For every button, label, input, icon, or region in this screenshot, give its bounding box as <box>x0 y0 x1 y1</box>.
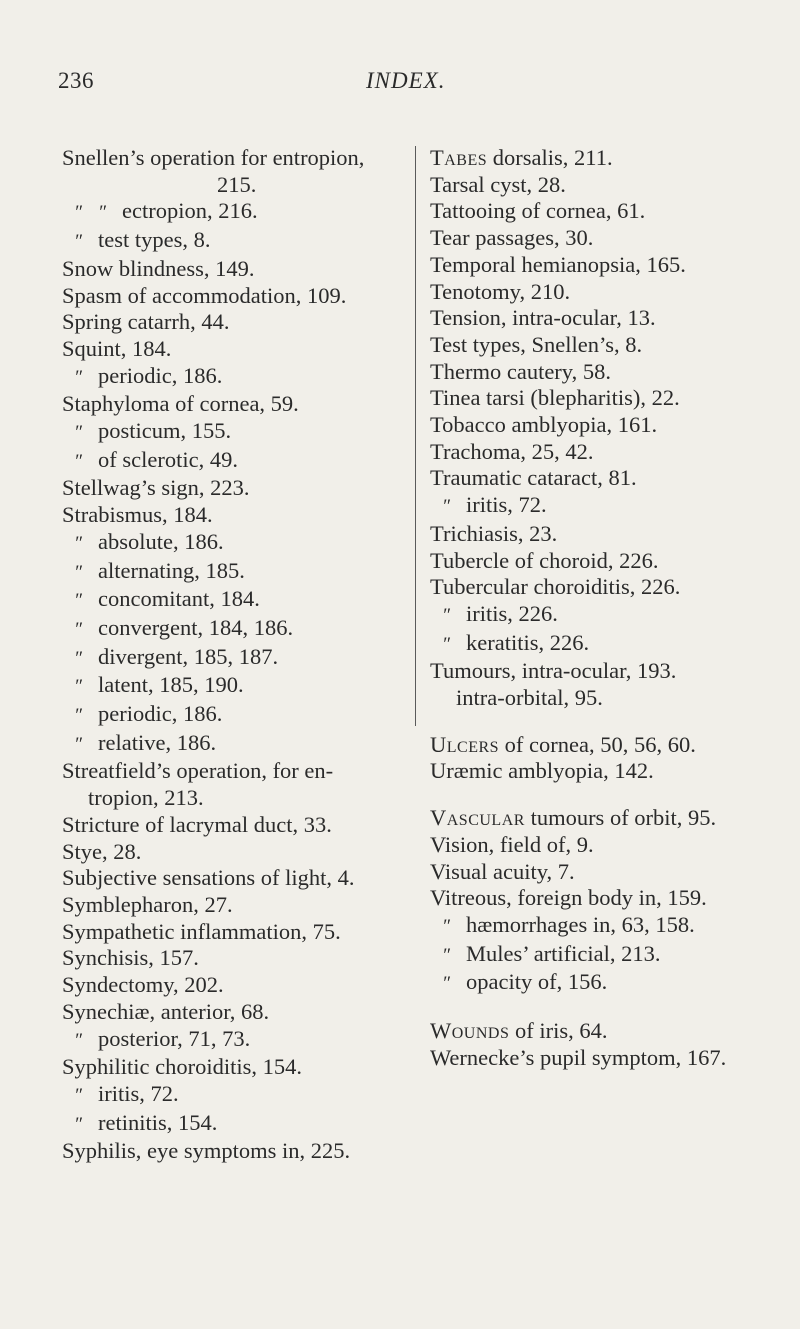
index-entry: Uræmic amblyopia, 142. <box>430 758 654 784</box>
ditto-mark: ″ <box>442 973 450 995</box>
index-column-right <box>430 145 790 1072</box>
index-subentry <box>62 1026 412 1055</box>
subentry-text: test types, 8. <box>98 227 211 253</box>
index-entry: Temporal hemianopsia, 165. <box>430 251 686 277</box>
index-entry: Tension, intra-ocular, 13. <box>430 305 656 331</box>
index-entry <box>430 1018 790 1045</box>
index-entry <box>430 805 790 832</box>
index-entry: Trichiasis, 23. <box>430 520 558 546</box>
ditto-mark: ″ <box>74 231 82 253</box>
subentry-text: retinitis, 154. <box>98 1109 218 1135</box>
index-entry: Traumatic cataract, 81. <box>430 465 637 491</box>
index-entry: Staphyloma of cornea, 59. <box>62 391 299 417</box>
index-entry: Tobacco amblyopia, 161. <box>430 412 658 438</box>
section-initial-word: Ulcers <box>430 731 500 757</box>
ditto-mark: ″ <box>74 561 82 583</box>
section-gap <box>430 712 790 732</box>
section-initial-word: Wounds <box>430 1018 510 1044</box>
section-initial-word: Tabes <box>430 145 488 170</box>
ditto-mark: ″ <box>442 944 450 966</box>
index-entry: Stricture of lacrymal duct, 33. <box>62 811 332 837</box>
subentry-text: periodic, 186. <box>98 701 223 727</box>
section-gap <box>430 998 790 1018</box>
index-subentry <box>430 492 790 521</box>
section-gap <box>430 785 790 805</box>
ditto-mark: ″ <box>74 705 82 727</box>
index-subentry <box>62 1081 412 1110</box>
index-entry <box>430 732 790 759</box>
ditto-mark: ″ <box>98 202 106 224</box>
ditto-mark: ″ <box>442 604 450 626</box>
ditto-mark: ″ <box>74 590 82 612</box>
index-entry: Trachoma, 25, 42. <box>430 438 594 464</box>
index-entry: Syndectomy, 202. <box>62 972 224 998</box>
subentry-text: absolute, 186. <box>98 528 224 554</box>
subentry-text: alternating, 185. <box>98 557 245 583</box>
ditto-mark: ″ <box>74 1029 82 1051</box>
index-subentry <box>62 730 412 759</box>
entry-text: tumours of orbit, 95. <box>524 805 717 831</box>
index-subentry <box>62 198 412 227</box>
ditto-mark: ″ <box>74 202 82 224</box>
subentry-text: iritis, 226. <box>466 600 558 626</box>
index-subentry <box>62 586 412 615</box>
ditto-mark: ″ <box>74 733 82 755</box>
index-entry: Synchisis, 157. <box>62 945 199 971</box>
index-subentry <box>62 227 412 256</box>
index-subentry <box>62 701 412 730</box>
subentry-text: convergent, 184, 186. <box>98 614 294 640</box>
subentry-text: Mules’ artificial, 213. <box>466 940 661 966</box>
index-entry: Vitreous, foreign body in, 159. <box>430 885 707 911</box>
subentry-text: iritis, 72. <box>98 1080 179 1106</box>
ditto-mark: ″ <box>442 633 450 655</box>
ditto-mark: ″ <box>74 450 82 472</box>
subentry-text: hæmorrhages in, 63, 158. <box>466 911 695 937</box>
index-entry: Tinea tarsi (blepharitis), 22. <box>430 385 680 411</box>
index-subentry <box>62 363 412 392</box>
subentry-text: of sclerotic, 49. <box>98 446 238 472</box>
entry-text: of cornea, 50, 56, 60. <box>499 731 696 757</box>
index-entry: Wernecke’s pupil symptom, 167. <box>430 1044 727 1070</box>
index-entry: Synechiæ, anterior, 68. <box>62 998 270 1024</box>
index-subentry <box>62 644 412 673</box>
section-initial-word: Vascular <box>430 805 525 831</box>
ditto-mark: ″ <box>74 422 82 444</box>
index-entry: Symblepharon, 27. <box>62 891 233 917</box>
index-entry: Syphilis, eye symptoms in, 225. <box>62 1138 351 1164</box>
index-subentry <box>62 529 412 558</box>
subentry-text: periodic, 186. <box>98 362 223 388</box>
column-divider <box>415 146 416 726</box>
index-entry: Subjective sensations of light, 4. <box>62 865 355 891</box>
index-entry: Tear passages, 30. <box>430 225 594 251</box>
index-subentry <box>62 615 412 644</box>
index-subentry <box>62 672 412 701</box>
index-subentry <box>430 912 790 941</box>
subentry-text: opacity of, 156. <box>466 969 608 995</box>
index-entry <box>430 145 790 172</box>
index-entry: Tarsal cyst, 28. <box>430 171 566 197</box>
subentry-text: iritis, 72. <box>466 492 547 518</box>
index-entry: Snow blindness, 149. <box>62 255 255 281</box>
index-entry: Sympathetic inflammation, 75. <box>62 918 341 944</box>
index-subentry <box>62 1110 412 1139</box>
index-entry: Visual acuity, 7. <box>430 858 575 884</box>
index-entry: 215. <box>217 171 257 197</box>
ditto-mark: ″ <box>74 618 82 640</box>
ditto-mark: ″ <box>74 676 82 698</box>
ditto-mark: ″ <box>74 1113 82 1135</box>
index-entry: Tenotomy, 210. <box>430 278 571 304</box>
index-subentry <box>62 447 412 476</box>
index-subentry <box>430 941 790 970</box>
index-entry: Snellen’s operation for entropion, <box>62 145 365 170</box>
index-entry: Stellwag’s sign, 223. <box>62 475 250 501</box>
index-entry: Stye, 28. <box>62 838 142 864</box>
index-entry: Thermo cautery, 58. <box>430 358 611 384</box>
index-entry-continuation: tropion, 213. <box>88 785 204 811</box>
index-entry: Tubercular choroiditis, 226. <box>430 574 681 600</box>
ditto-mark: ″ <box>442 915 450 937</box>
index-entry-continuation: intra-orbital, 95. <box>456 685 603 711</box>
subentry-text: concomitant, 184. <box>98 586 260 612</box>
ditto-mark: ″ <box>74 366 82 388</box>
index-entry: Spring catarrh, 44. <box>62 309 230 335</box>
index-entry: Tattooing of cornea, 61. <box>430 198 646 224</box>
ditto-mark: ″ <box>74 532 82 554</box>
subentry-text: relative, 186. <box>98 729 217 755</box>
ditto-mark: ″ <box>442 496 450 518</box>
index-entry: Tubercle of choroid, 226. <box>430 547 659 573</box>
index-entry: Spasm of accommodation, 109. <box>62 282 347 308</box>
index-entry: Test types, Snellen’s, 8. <box>430 331 643 357</box>
index-entry: Tumours, intra-ocular, 193. <box>430 658 677 684</box>
index-column-left <box>62 145 412 1165</box>
entry-text: dorsalis, 211. <box>487 145 613 170</box>
page-header <box>0 68 800 102</box>
subentry-text: divergent, 185, 187. <box>98 643 279 669</box>
index-subentry <box>62 558 412 587</box>
index-subentry <box>62 418 412 447</box>
running-head: INDEX. <box>366 68 446 93</box>
index-entry: Vision, field of, 9. <box>430 831 594 857</box>
index-entry: Squint, 184. <box>62 335 172 361</box>
index-subentry <box>430 601 790 630</box>
entry-text: of iris, 64. <box>509 1018 608 1044</box>
index-subentry <box>430 630 790 659</box>
index-entry: Syphilitic choroiditis, 154. <box>62 1054 302 1080</box>
subentry-text: latent, 185, 190. <box>98 672 244 698</box>
index-entry: Strabismus, 184. <box>62 502 213 528</box>
ditto-mark: ″ <box>74 647 82 669</box>
subentry-text: ectropion, 216. <box>122 198 258 224</box>
subentry-text: posticum, 155. <box>98 418 232 444</box>
subentry-text: keratitis, 226. <box>466 629 590 655</box>
ditto-mark: ″ <box>74 1084 82 1106</box>
page-number: 236 <box>58 68 94 93</box>
index-entry: Streatfield’s operation, for en- <box>62 758 334 784</box>
subentry-text: posterior, 71, 73. <box>98 1025 251 1051</box>
index-subentry <box>430 969 790 998</box>
